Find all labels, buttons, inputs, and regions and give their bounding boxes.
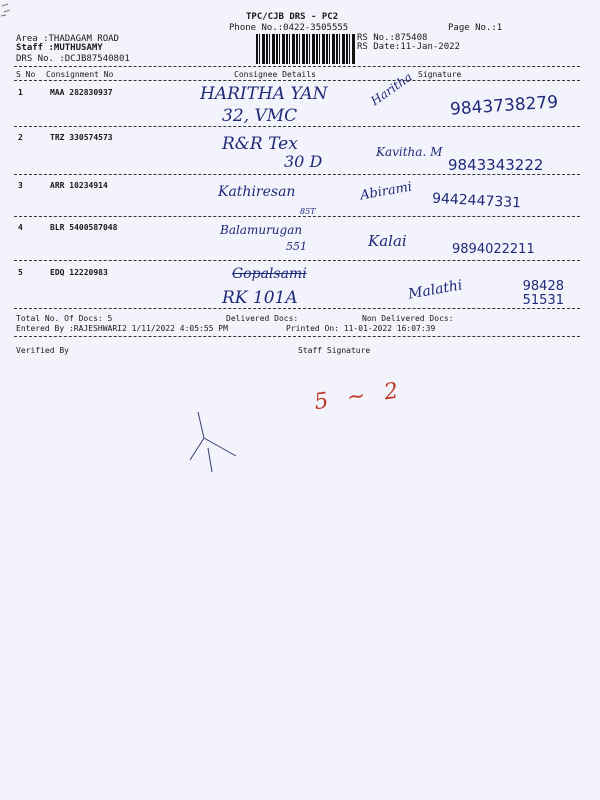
divider (14, 126, 580, 127)
rs-number: RS No.:875408 (357, 33, 428, 43)
handwritten-name: Kathiresan (218, 184, 296, 200)
consignment-no: EDQ 12220983 (50, 268, 108, 277)
handwritten-signature: Abirami (359, 179, 414, 204)
handwritten-address: RK 101A (222, 288, 298, 308)
row-sno: 4 (18, 223, 23, 232)
divider (14, 308, 580, 309)
handwritten-phone: 9894022211 (452, 242, 535, 257)
handwritten-name: Balamurugan (220, 223, 303, 237)
scan-speckle (0, 0, 30, 20)
handwritten-signature: Kalai (368, 232, 407, 250)
printed-on: Printed On: 11-01-2022 16:07:39 (286, 324, 436, 333)
row-sno: 3 (18, 181, 23, 190)
entered-by: Entered By :RAJESHWARI2 1/11/2022 4:05:55 PM (16, 324, 228, 333)
row-sno: 5 (18, 268, 23, 277)
handwritten-address: 85T (300, 207, 316, 216)
handwritten-phone: 9442447331 (431, 190, 522, 212)
row-sno: 1 (18, 88, 23, 97)
rs-date: RS Date:11-Jan-2022 (357, 42, 460, 52)
row-sno: 2 (18, 133, 23, 142)
phone-number: Phone No.:0422-3505555 (229, 23, 349, 33)
consignment-no: ARR 10234914 (50, 181, 108, 190)
handwritten-address: 32, VMC (222, 106, 298, 126)
consignment-no: TRZ 330574573 (50, 133, 113, 142)
area-label: Area :THADAGAM ROAD (16, 34, 119, 44)
delivered-docs: Delivered Docs: (226, 314, 299, 323)
divider (14, 216, 580, 217)
handwritten-name: Gopalsami (232, 266, 307, 282)
drs-number: DRS No. :DCJB87540801 (16, 54, 130, 64)
handwritten-phone: 98428 51531 (522, 279, 564, 308)
red-handwritten-note: 5 ~ 2 (312, 377, 406, 416)
pen-scribble (176, 408, 246, 478)
staff-signature-label: Staff Signature (298, 346, 371, 355)
col-consignment: Consignment No (46, 70, 114, 79)
divider (14, 260, 580, 261)
handwritten-phone: 9843343222 (448, 156, 544, 174)
consignment-no: MAA 282830937 (50, 88, 113, 97)
verified-by: Verified By (16, 346, 69, 355)
col-sno: S No (16, 70, 36, 79)
consignment-no: BLR 5400587048 (50, 223, 118, 232)
handwritten-name: R&R Tex (222, 134, 298, 154)
handwritten-address: 30 D (284, 152, 323, 171)
handwritten-signature: Haritha (368, 69, 415, 109)
staff-label: Staff :MUTHUSAMY (16, 43, 103, 53)
divider (14, 174, 580, 175)
handwritten-name: HARITHA YAN (200, 84, 328, 104)
col-consignee: Consignee Details (234, 70, 316, 79)
handwritten-phone: 9843738279 (449, 92, 559, 120)
barcode (256, 34, 356, 64)
col-signature: Signature (418, 70, 462, 79)
divider (14, 336, 580, 337)
total-docs: Total No. Of Docs: 5 (16, 314, 113, 323)
handwritten-signature: Kavitha. M (376, 145, 443, 159)
divider (14, 80, 580, 81)
handwritten-signature: Malathi (407, 277, 464, 303)
document-title: TPC/CJB DRS - PC2 (246, 12, 339, 22)
handwritten-address: 551 (286, 240, 307, 253)
divider (14, 66, 580, 67)
page-number: Page No.:1 (448, 23, 503, 33)
non-delivered-docs: Non Delivered Docs: (362, 314, 454, 323)
